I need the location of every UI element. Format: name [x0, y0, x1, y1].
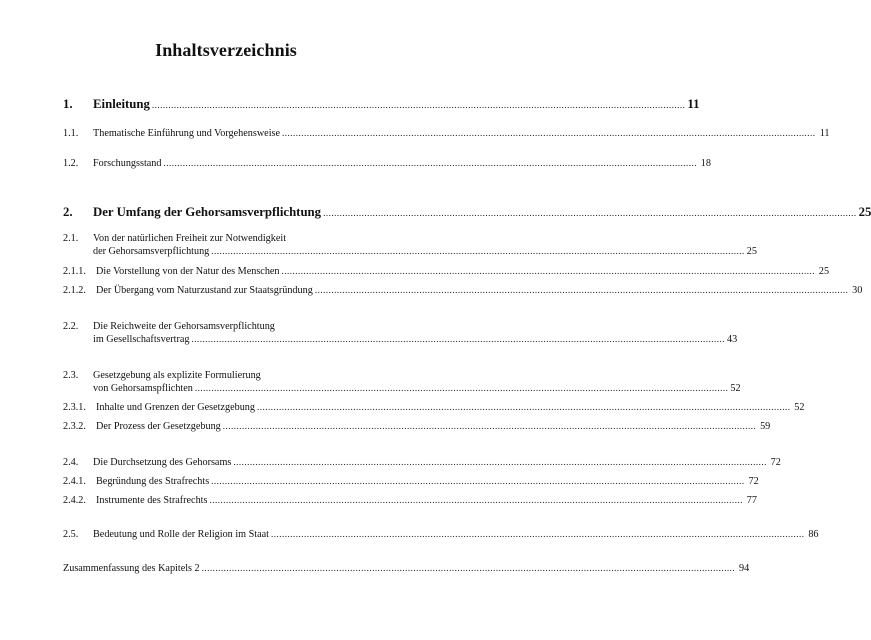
toc-leader-dots — [202, 562, 736, 574]
toc-number: 2.4. — [63, 457, 79, 468]
toc-title: Einleitung — [93, 97, 150, 111]
toc-entry-2-1[interactable] — [63, 232, 757, 258]
toc-title-line-1: Von der natürlichen Freiheit zur Notwendigkeit — [93, 233, 287, 244]
toc-title: Bedeutung und Rolle der Religion im Staat — [93, 529, 269, 540]
toc-title-line-2: im Gesellschaftsvertrag — [93, 334, 190, 345]
toc-leader-dots — [315, 284, 849, 296]
toc-number: 2.5. — [63, 529, 79, 540]
toc-leader-dots — [233, 456, 767, 468]
toc-title: Die Durchsetzung des Gehorsams — [93, 457, 232, 468]
toc-page-number: 52 — [730, 383, 741, 394]
toc-entry-1-2[interactable] — [63, 157, 711, 170]
toc-leader-dots — [211, 475, 745, 487]
toc-number: 2.4.2. — [63, 495, 86, 506]
toc-title-line-2: von Gehorsamspflichten — [93, 383, 193, 394]
toc-number: 2.4.1. — [63, 476, 86, 487]
toc-page-number: 25 — [858, 205, 871, 219]
toc-entry-2-2[interactable] — [63, 320, 738, 346]
toc-number: 2.3.2. — [63, 421, 86, 432]
toc-title: Forschungsstand — [93, 158, 162, 169]
page-title: Inhaltsverzeichnis — [155, 40, 297, 60]
toc-number: 2.3. — [63, 370, 79, 381]
toc-entry-2-1-1[interactable] — [63, 265, 830, 278]
toc-entry-chapter-2[interactable] — [63, 205, 871, 221]
toc-title-line-1: Gesetzgebung als explizite Formulierung — [93, 370, 261, 381]
toc-entry-2-3-1[interactable] — [63, 401, 805, 414]
toc-leader-dots — [195, 382, 729, 395]
toc-page-number: 52 — [794, 402, 805, 413]
toc-title: Der Prozess der Gesetzgebung — [96, 421, 221, 432]
toc-leader-dots — [152, 98, 686, 113]
toc-entry-2-5[interactable] — [63, 528, 819, 541]
toc-leader-dots — [257, 401, 791, 413]
toc-title: Der Umfang der Gehorsamsverpflichtung — [93, 205, 322, 219]
toc-entry-2-3-2[interactable] — [63, 420, 771, 433]
toc-entry-summary-chapter-2[interactable] — [63, 562, 750, 575]
toc-page-number: 30 — [852, 285, 863, 296]
toc-page-number: 43 — [726, 334, 738, 345]
toc-number: 2.3.1. — [63, 402, 86, 413]
toc-page-number: 25 — [818, 266, 830, 277]
toc-number: 2.2. — [63, 321, 79, 332]
toc-title-line-2: der Gehorsamsverpflichtung — [93, 246, 210, 257]
toc-number: 1. — [63, 97, 73, 111]
toc-number: 1.1. — [63, 128, 79, 139]
toc-title: Die Vorstellung von der Natur des Menschen — [96, 266, 280, 277]
toc-title: Der Übergang vom Naturzustand zur Staatsgründung — [96, 285, 313, 296]
toc-page-number: 11 — [819, 128, 830, 139]
toc-entry-2-4-2[interactable] — [63, 494, 757, 507]
toc-page-number: 59 — [760, 421, 771, 432]
toc-leader-dots — [282, 127, 816, 139]
toc-leader-dots — [223, 420, 757, 432]
toc-number: 2. — [63, 205, 73, 219]
toc-title: Thematische Einführung und Vorgehensweise — [93, 128, 281, 139]
toc-leader-dots — [282, 265, 816, 277]
toc-title: Inhalte und Grenzen der Gesetzgebung — [96, 402, 255, 413]
toc-entry-2-4[interactable] — [63, 456, 781, 469]
toc-title: Instrumente des Strafrechts — [96, 495, 208, 506]
toc-title: Begründung des Strafrechts — [96, 476, 210, 487]
toc-number: 2.1. — [63, 233, 79, 244]
toc-number: 2.1.2. — [63, 285, 86, 296]
toc-entry-chapter-1[interactable] — [63, 97, 700, 113]
toc-leader-dots — [191, 333, 725, 346]
toc-page-number: 11 — [687, 97, 700, 111]
toc-title: Zusammenfassung des Kapitels 2 — [63, 563, 200, 574]
toc-page-number: 18 — [700, 158, 711, 169]
toc-leader-dots — [323, 206, 857, 221]
toc-number: 1.2. — [63, 158, 79, 169]
toc-title-line-1: Die Reichweite der Gehorsamsverpflichtung — [93, 321, 275, 332]
toc-entry-1-1[interactable] — [63, 127, 830, 140]
toc-page-number: 94 — [738, 563, 750, 574]
toc-number: 2.1.1. — [63, 266, 86, 277]
toc-entry-2-4-1[interactable] — [63, 475, 759, 488]
toc-entry-2-1-2[interactable] — [63, 284, 863, 297]
toc-page-number: 72 — [770, 457, 781, 468]
toc-page-number: 77 — [746, 495, 757, 506]
toc-entry-2-3[interactable] — [63, 369, 741, 395]
toc-leader-dots — [209, 494, 743, 506]
toc-leader-dots — [163, 157, 697, 169]
toc-page-number: 25 — [746, 246, 757, 257]
toc-page-number: 72 — [748, 476, 759, 487]
toc-page-number: 86 — [808, 529, 819, 540]
toc-leader-dots — [271, 528, 805, 540]
toc-leader-dots — [211, 245, 745, 258]
